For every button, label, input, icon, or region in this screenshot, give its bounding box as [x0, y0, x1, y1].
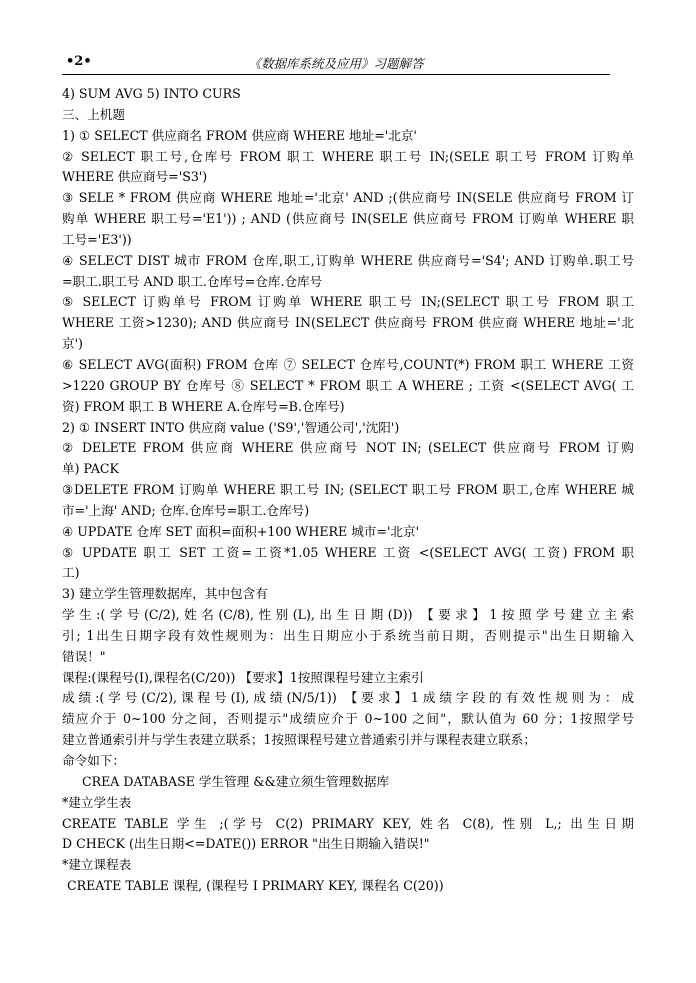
text-line: 购单 WHERE 职工号='E1')) ; AND (供应商号 IN(SELE 供应商号 FROM 订购单 WHERE 职	[62, 211, 634, 227]
text-line: ③ SELE * FROM 供应商 WHERE 地址='北京' AND ;(供应商号 IN(SELE 供应商号 FROM 订	[62, 190, 634, 206]
text-line: *建立学生表	[62, 794, 132, 810]
running-title: 《数据库系统及应用》习题解答	[248, 56, 424, 71]
text-line: 建立普通索引并与学生表建立联系；1按照课程号建立普通索引并与课程表建立联系；	[62, 732, 536, 748]
text-line: 课程:(课程号(I),课程名(C/20)) 【要求】1按照课程号建立主索引	[62, 669, 424, 685]
text-line: CREATE TABLE 学生 ;(学号 C(2) PRIMARY KEY, 姓名 C(8), 性别 L,; 出生日期	[62, 815, 634, 831]
text-line: =职工.职工号 AND 职工.仓库号=仓库.仓库号	[62, 273, 323, 289]
text-line: ② DELETE FROM 供应商 WHERE 供应商号 NOT IN; (SELECT 供应商号 FROM 订购	[62, 440, 634, 456]
text-line: WHERE 供应商号='S3')	[62, 169, 208, 185]
text-line: 2) ① INSERT INTO 供应商 value ('S9','智通公司','沈阳')	[62, 419, 400, 435]
text-line: 资) FROM 职工 B WHERE A.仓库号=B.仓库号)	[62, 398, 345, 414]
text-line: 成绩:(学号(C/2),课程号(I),成绩(N/5/1)) 【要求】1成绩字段的有效性规则为：成	[62, 690, 634, 706]
text-line: 市='上海' AND; 仓库.仓库号=职工.仓库号)	[62, 502, 310, 518]
text-line: CREA DATABASE 学生管理 &&建立须生管理数据库	[82, 773, 390, 789]
text-line: 单) PACK	[62, 461, 119, 477]
text-line: 命令如下：	[62, 753, 125, 768]
page-number: •2•	[66, 54, 92, 69]
text-line: ⑤ SELECT 订购单号 FROM 订购单 WHERE 职工号 IN;(SELECT 职工号 FROM 职工	[62, 294, 634, 310]
text-line: 工号='E3'))	[62, 231, 132, 247]
text-line: 引; 1出生日期字段有效性规则为：出生日期应小于系统当前日期，否则提示"出生日期输入	[62, 627, 634, 643]
text-line: D CHECK (出生日期<=DATE()) ERROR "出生日期输入错误!"	[62, 836, 430, 852]
text-line: 工)	[62, 565, 80, 581]
text-line: 三、上机题	[62, 106, 125, 122]
text-line: 1) ① SELECT 供应商名 FROM 供应商 WHERE 地址='北京'	[62, 127, 417, 143]
text-line: 4) SUM AVG 5) INTO CURS	[62, 86, 241, 101]
document-body	[62, 84, 634, 897]
text-line: ④ UPDATE 仓库 SET 面积=面积+100 WHERE 城市='北京'	[62, 523, 420, 539]
text-line: ⑤ UPDATE 职工 SET 工资=工资*1.05 WHERE 工资 <(SELECT AVG( 工资) FROM 职	[62, 544, 634, 560]
text-line: 学生:(学号(C/2),姓名(C/8),性别(L),出生日期(D)) 【要求】1按照学号建立主索	[62, 607, 634, 623]
text-line: WHERE 工资>1230); AND 供应商号 IN(SELECT 供应商号 FROM 供应商 WHERE 地址='北	[62, 315, 634, 331]
text-line: ⑥ SELECT AVG(面积) FROM 仓库 ⑦ SELECT 仓库号,COUNT(*) FROM 职工 WHERE 工资	[62, 356, 634, 372]
text-line: 3) 建立学生管理数据库，其中包含有	[62, 586, 268, 602]
text-line: 绩应介于 0~100 分之间，否则提示"成绩应介于 0~100 之间"，默认值为 60 分；1按照学号	[62, 711, 634, 727]
page-header	[62, 52, 610, 75]
text-line: >1220 GROUP BY 仓库号 ⑧ SELECT * FROM 职工 A WHERE ; 工资 <(SELECT AVG( 工	[62, 377, 634, 393]
text-line: 错误！"	[62, 648, 106, 664]
text-line: CREATE TABLE 课程, (课程号 I PRIMARY KEY, 课程名 C(20))	[67, 878, 444, 894]
text-line: 京')	[62, 336, 83, 352]
text-line: ③DELETE FROM 订购单 WHERE 职工号 IN; (SELECT 职工号 FROM 职工,仓库 WHERE 城	[62, 482, 634, 498]
text-line: ② SELECT 职工号,仓库号 FROM 职工 WHERE 职工号 IN;(SELE 职工号 FROM 订购单	[62, 148, 634, 164]
text-line: ④ SELECT DIST 城市 FROM 仓库,职工,订购单 WHERE 供应商号='S4'; AND 订购单.职工号	[62, 252, 634, 268]
text-line: *建立课程表	[62, 857, 132, 873]
